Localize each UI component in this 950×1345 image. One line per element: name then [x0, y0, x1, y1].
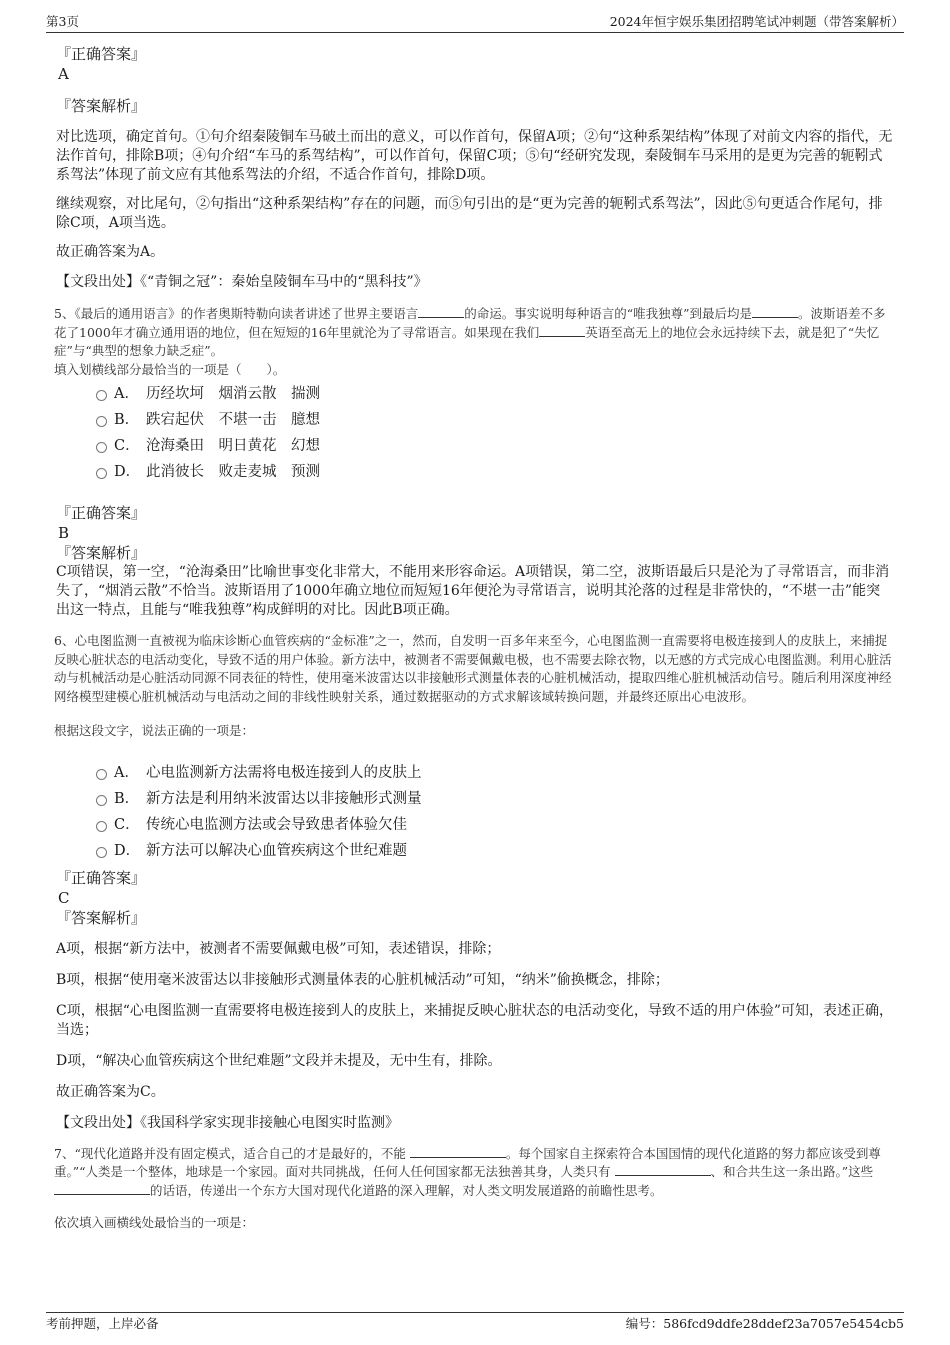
blank-line [54, 1182, 150, 1195]
radio-icon[interactable] [96, 468, 107, 479]
q6-analysis-paragraph: D项，“解决心血管疾病这个世纪难题”文段并未提及，无中生有，排除。 [56, 1052, 502, 1069]
q5-prompt: 填入划横线部分最恰当的一项是（ ）。 [54, 361, 286, 377]
radio-icon[interactable] [96, 795, 107, 806]
document-title: 2024年恒宇娱乐集团招聘笔试冲刺题（带答案解析） [609, 14, 904, 29]
q6-stem: 6、心电图监测一直被视为临床诊断心血管疾病的“金标准”之一，然而，自发明一百多年来至今，心电图监测一直需要将电极连接到人的皮肤上，来捕捉反映心脏状态的电活动变化，导致不适的用户体验。新方法中，被测者不需要佩戴电极，也不需要去除衣物，以无感的方式完成心电图监测。利用心脏活动与机械活动是心脏活动同源不同表征的特性，使用毫米波雷达以非接触形式测量体表的心脏机械活动，提取四维心脏机械活动信号。随后利用深度神经网络模型建模心脏机械活动与电活动之间的非线性映射关系，通过数据驱动的方式求解该域转换问题，并最终还原出心电波形。 [54, 633, 892, 704]
q4-conclusion: 故正确答案为A。 [56, 244, 165, 260]
q5-stem: 5、《最后的通用语言》的作者奥斯特勒向读者讲述了世界主要语言 的命运。事实说明每种语言的“唯我独尊”到最后均是 。波斯语差不多花了1000年才确立通用语的地位，但在短短的16年里就沦为了寻常语言。如果现在我们 英语至高无上的地位会永远持续下去，就是犯了“失忆症”与“典型的想象力缺乏症”。 [54, 306, 886, 358]
blank-line [410, 1145, 506, 1158]
option-c[interactable]: C． 传统心电监测方法或会导致患者体验欠佳 [96, 812, 894, 838]
q7-prompt: 依次填入画横线处最恰当的一项是： [54, 1215, 255, 1230]
q4-answer: A [58, 65, 69, 83]
q6-options [56, 760, 894, 864]
option-b[interactable]: B． 跌宕起伏 不堪一击 臆想 [96, 407, 894, 433]
document-id: 编号：586fcd9ddfe28ddef23a7057e5454cb5 [625, 1316, 904, 1331]
radio-icon[interactable] [96, 442, 107, 453]
q6-conclusion: 故正确答案为C。 [56, 1083, 165, 1100]
q4-analysis-paragraph: 对比选项，确定首句。①句介绍秦陵铜车马破土而出的意义，可以作首句，保留A项；②句“这种系架结构”体现了对前文内容的指代，无法作首句，排除B项；④句介绍“车马的系驾结构”，可以作首句，保留C项；⑤句“经研究发现，秦陵铜车马采用的是更为完善的轭靷式系驾法”体现了前文应有其他系驾法的介绍，不适合作首句，排除D项。 [56, 129, 893, 183]
q5-options [56, 381, 894, 485]
q5-answer: B [58, 524, 70, 542]
q6-analysis-paragraph: C项，根据“心电图监测一直需要将电极连接到人的皮肤上，来捕捉反映心脏状态的电活动变化，导致不适的用户体验”可知，表述正确，当选； [56, 1002, 894, 1038]
q5-analysis-heading: 『答案解析』 [56, 544, 147, 562]
q4-answer-heading: 『正确答案』 [56, 45, 147, 63]
q6-source: 【文段出处】《我国科学家实现非接触心电图实时监测》 [56, 1114, 399, 1131]
radio-icon[interactable] [96, 847, 107, 858]
q6-answer-heading: 『正确答案』 [56, 868, 147, 887]
blank-line [418, 305, 464, 318]
page-content [56, 44, 894, 1233]
q4-source: 【文段出处】《“青铜之冠”：秦始皇陵铜车马中的“黑科技”》 [56, 274, 428, 290]
option-a[interactable]: A． 历经坎坷 烟消云散 揣测 [96, 381, 894, 407]
blank-line [752, 305, 798, 318]
radio-icon[interactable] [96, 769, 107, 780]
option-b[interactable]: B． 新方法是利用纳米波雷达以非接触形式测量 [96, 786, 894, 812]
option-a[interactable]: A． 心电监测新方法需将电极连接到人的皮肤上 [96, 760, 894, 786]
q6-answer: C [58, 888, 70, 907]
page-footer [46, 1312, 904, 1334]
option-d[interactable]: D． 新方法可以解决心血管疾病这个世纪难题 [96, 838, 894, 864]
q4-analysis-heading: 『答案解析』 [56, 97, 147, 115]
page-number: 第3页 [46, 14, 79, 29]
q5-analysis: C项错误，第一空，“沧海桑田”比喻世事变化非常大，不能用来形容命运。A项错误，第二空，波斯语最后只是沦为了寻常语言，而非消失了，“烟消云散”不恰当。波斯语用了1000年确立地位而短短16年便沦为寻常语言，说明其沦落的过程是非常快的，“不堪一击”能突出这一特点，且能与“唯我独尊”构成鲜明的对比。因此B项正确。 [56, 564, 890, 618]
page-header [46, 12, 904, 33]
option-c[interactable]: C． 沧海桑田 明日黄花 幻想 [96, 433, 894, 459]
footer-slogan: 考前押题，上岸必备 [46, 1316, 159, 1331]
q6-analysis-heading: 『答案解析』 [56, 908, 147, 927]
q7-stem: 7、“现代化道路并没有固定模式，适合自己的才是最好的，不能 。每个国家自主探索符合本国国情的现代化道路的努力都应该受到尊重。”“人类是一个整体，地球是一个家园。面对共同挑战，任何人任何国家都无法独善其身，人类只有 、和合共生这一条出路。”这些 的话语，传递出一个东方大国对现代化道路的深入理解，对人类文明发展道路的前瞻性思考。 [54, 1145, 881, 1198]
radio-icon[interactable] [96, 821, 107, 832]
q4-analysis-paragraph: 继续观察，对比尾句，②句指出“这种系架结构”存在的问题，而⑤句引出的是“更为完善的轭靷式系驾法”，因此⑤句更适合作尾句，排除C项，A项当选。 [56, 196, 883, 231]
blank-line [539, 324, 585, 337]
q6-analysis-paragraph: B项，根据“使用毫米波雷达以非接触形式测量体表的心脏机械活动”可知，“纳米”偷换概念，排除； [56, 971, 669, 988]
q6-prompt: 根据这段文字，说法正确的一项是： [54, 723, 255, 738]
option-d[interactable]: D． 此消彼长 败走麦城 预测 [96, 459, 894, 485]
radio-icon[interactable] [96, 390, 107, 401]
blank-line [615, 1163, 711, 1176]
q6-analysis-paragraph: A项，根据“新方法中，被测者不需要佩戴电极”可知，表述错误，排除； [56, 940, 501, 957]
q5-answer-heading: 『正确答案』 [56, 504, 147, 522]
radio-icon[interactable] [96, 416, 107, 427]
